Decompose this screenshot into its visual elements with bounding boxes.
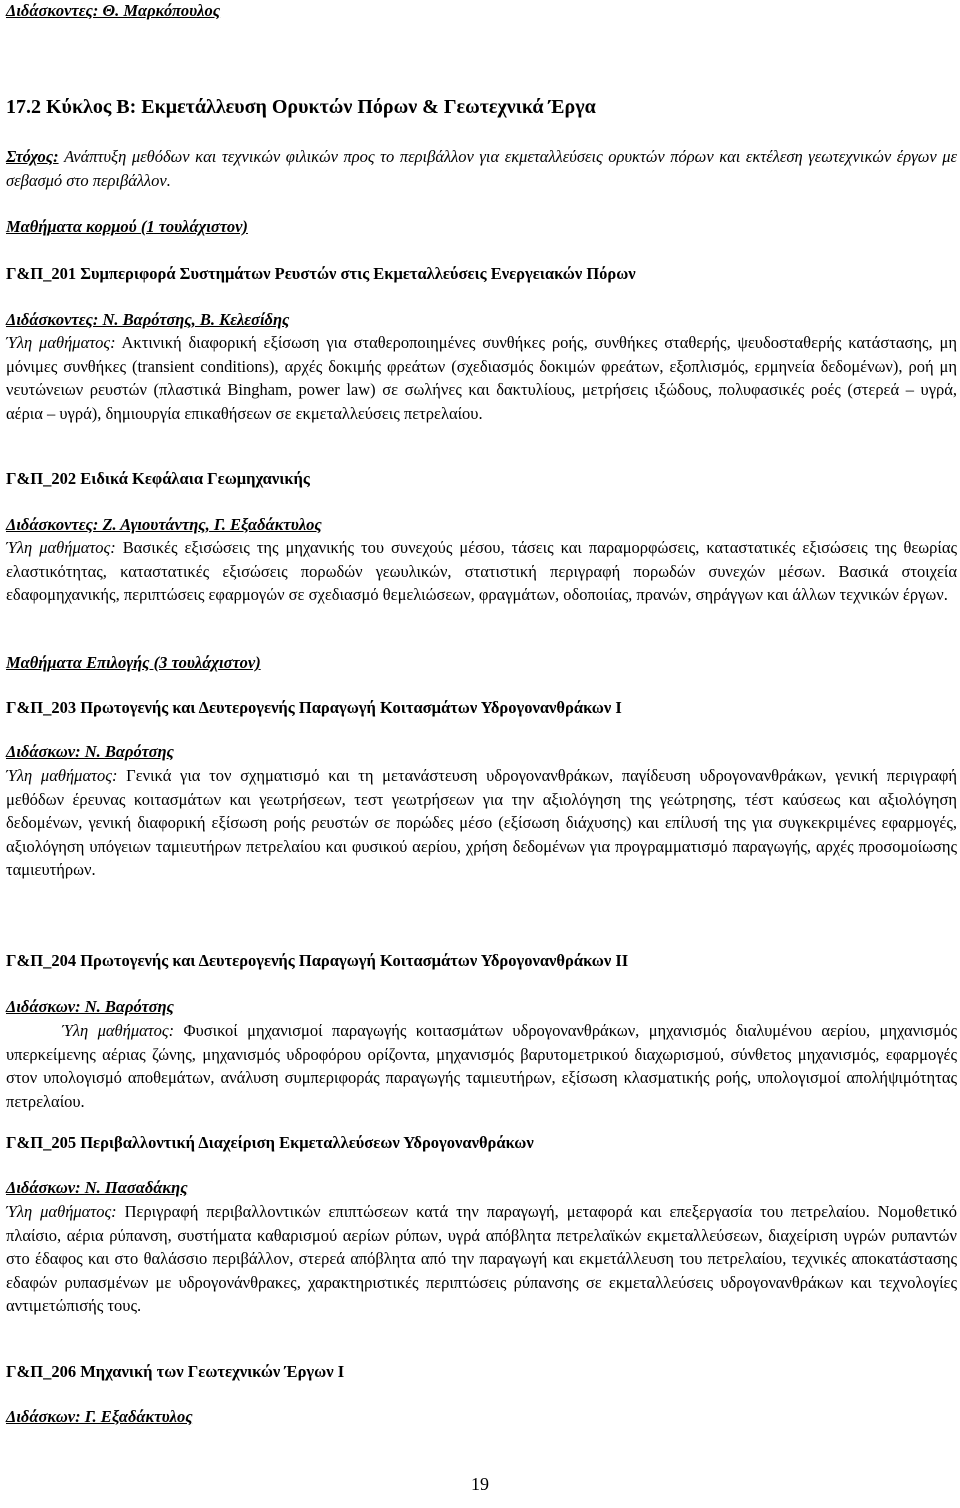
course-202-teacher: Διδάσκοντες: Ζ. Αγιουτάντης, Γ. Εξαδάκτυλος xyxy=(6,515,322,534)
course-204-content xyxy=(6,1019,957,1113)
course-204-teacher: Διδάσκων: Ν. Βαρότσης xyxy=(6,997,174,1016)
course-202-content-label: Ύλη μαθήματος: xyxy=(6,538,116,557)
elective-courses-heading: Μαθήματα Επιλογής (3 τουλάχιστον) xyxy=(6,653,261,672)
course-205-title: Γ&Π_205 Περιβαλλοντική Διαχείριση Εκμεταλλεύσεων Υδρογονανθράκων xyxy=(6,1133,534,1152)
course-206-teacher: Διδάσκων: Γ. Εξαδάκτυλος xyxy=(6,1407,193,1426)
course-202-title: Γ&Π_202 Ειδικά Κεφάλαια Γεωμηχανικής xyxy=(6,469,310,488)
section-title: 17.2 Κύκλος Β: Εκμετάλλευση Ορυκτών Πόρων & Γεωτεχνικά Έργα xyxy=(6,96,596,118)
course-201-content-text: Ακτινική διαφορική εξίσωση για σταθεροποιημένες συνθήκες ροής, συνθήκες σταθερής, ψευδοσταθερής κατάστασης, μη μόνιμες συνθήκες (transient conditions), αρχές δοκιμής φρεάτων (σχεδιασμός δοκιμών φρεάτων, εξοπλισμός, ερμηνεία δεδομένων), ροή μη νευτώνειων ρευστών (πλαστικά Bingham, power law) σε σωλήνες και δακτυλίους, μετρήσεις ιξώδους, πολυφασικές ροές (στερεά – υγρά, αέρια – υγρά), δημιουργία επικαθήσεων σε εκμεταλλεύσεις πετρελαίου. xyxy=(6,333,957,423)
core-courses-heading: Μαθήματα κορμού (1 τουλάχιστον) xyxy=(6,217,248,236)
goal-label: Στόχος: xyxy=(6,147,59,166)
course-205-content-label: Ύλη μαθήματος: xyxy=(6,1202,117,1221)
course-204-content-label: Ύλη μαθήματος: xyxy=(62,1021,175,1040)
previous-teachers-line: Διδάσκοντες: Θ. Μαρκόπουλος xyxy=(6,1,221,20)
goal-text: Ανάπτυξη μεθόδων και τεχνικών φιλικών προς το περιβάλλον για εκμεταλλεύσεις ορυκτών πόρων και εκτέλεση γεωτεχνικών έργων με σεβασμό στο περιβάλλον. xyxy=(6,147,957,190)
course-203-teacher: Διδάσκων: Ν. Βαρότσης xyxy=(6,742,174,761)
course-203-title: Γ&Π_203 Πρωτογενής και Δευτερογενής Παραγωγή Κοιτασμάτων Υδρογονανθράκων Ι xyxy=(6,698,622,717)
course-205-content xyxy=(6,1200,957,1318)
course-203-content xyxy=(6,764,957,882)
course-203-content-text: Γενικά για τον σχηματισμό και τη μετανάστευση υδρογονανθράκων, παγίδευση υδρογονανθράκων, γενική περιγραφή μεθόδων έρευνας κοιτασμάτων και γεωτρήσεων, τεστ γεωτρήσεων για την αξιολόγηση της γεώτρησης, τέστ καύσεως και αξιολόγηση δεδομένων, γενική διαφορική εξίσωση ροής ρευστών σε πορώδες μέσο (εξίσωση διάχυσης) και επίλυσή της για συγκεκριμένες εφαρμογές, αξιολόγηση υπόγειων ταμιευτήρων πετρελαίου και φυσικού αερίου, χρήση δεδομένων για προγραμματισμό παραγωγής, αρχές προσομοίωσης ταμιευτήρων. xyxy=(6,766,957,880)
course-204-content-text: Φυσικοί μηχανισμοί παραγωγής κοιτασμάτων υδρογονανθράκων, μηχανισμός διαλυμένου αερίου, μηχανισμός υπερκείμενης αέριας ζώνης, μηχανισμός υδροφόρου ορίζοντα, μηχανισμός βαρυτομετρικού διαχωρισμού, σύνθετος μηχανισμός, εφαρμογές στον υπολογισμό αποθεμάτων, ανάλυση συμπεριφοράς παραγωγής ταμιευτήρων, εξίσωση κλασματικής ροής, υπολογισμοί απολήψιμότητας πετρελαίου. xyxy=(6,1021,958,1111)
course-205-teacher: Διδάσκων: Ν. Πασαδάκης xyxy=(6,1178,188,1197)
course-204-title: Γ&Π_204 Πρωτογενής και Δευτερογενής Παραγωγή Κοιτασμάτων Υδρογονανθράκων ΙΙ xyxy=(6,951,629,970)
page-number: 19 xyxy=(471,1474,489,1494)
course-206-title: Γ&Π_206 Μηχανική των Γεωτεχνικών Έργων Ι xyxy=(6,1362,345,1381)
course-205-content-text: Περιγραφή περιβαλλοντικών επιπτώσεων κατά την παραγωγή, μεταφορά και επεξεργασία του πετρελαίου. Νομοθετικό πλαίσιο, αέρια ρύπανση, συστήματα καθαρισμού αερίων ρύπων, υγρά απόβλητα πετρελαϊκών εκμεταλλεύσεων, διαχείριση υγρών ρυπαντών στο έδαφος και στο θαλάσσιο περιβάλλον, στερεά απόβλητα από την παραγωγή και εκμετάλλευση του πετρελαίου, τεχνικές αποκατάστασης εδαφών ρυπασμένων με υδρογονάνθρακες, χαρακτηριστικές περιπτώσεις ρύπανσης σε εκμεταλλεύσεις υδρογονανθράκων και τεχνολογίες αντιμετώπισής τους. xyxy=(6,1202,958,1316)
course-201-teacher: Διδάσκοντες: Ν. Βαρότσης, Β. Κελεσίδης xyxy=(6,310,290,329)
course-201-title: Γ&Π_201 Συμπεριφορά Συστημάτων Ρευστών στις Εκμεταλλεύσεις Ενεργειακών Πόρων xyxy=(6,264,636,283)
course-202-content xyxy=(6,536,957,607)
course-201-content-label: Ύλη μαθήματος: xyxy=(6,333,116,352)
course-202-content-text: Βασικές εξισώσεις της μηχανικής του συνεχούς μέσου, τάσεις και παραμορφώσεις, καταστατικές εξισώσεις της θεωρίας ελαστικότητας, καταστατικές εξισώσεις πορωδών γεωυλικών, στατιστική περιγραφή πορωδών συνεχών μέσων. Βασικά στοιχεία εδαφομηχανικής, περιπτώσεις εφαρμογών σε σχεδιασμό θεμελιώσεων, φραγμάτων, οδοποιίας, πρανών, σηράγγων και άλλων τεχνικών έργων. xyxy=(6,538,958,605)
section-goal xyxy=(6,145,957,192)
course-201-content xyxy=(6,331,957,425)
course-203-content-label: Ύλη μαθήματος: xyxy=(6,766,118,785)
